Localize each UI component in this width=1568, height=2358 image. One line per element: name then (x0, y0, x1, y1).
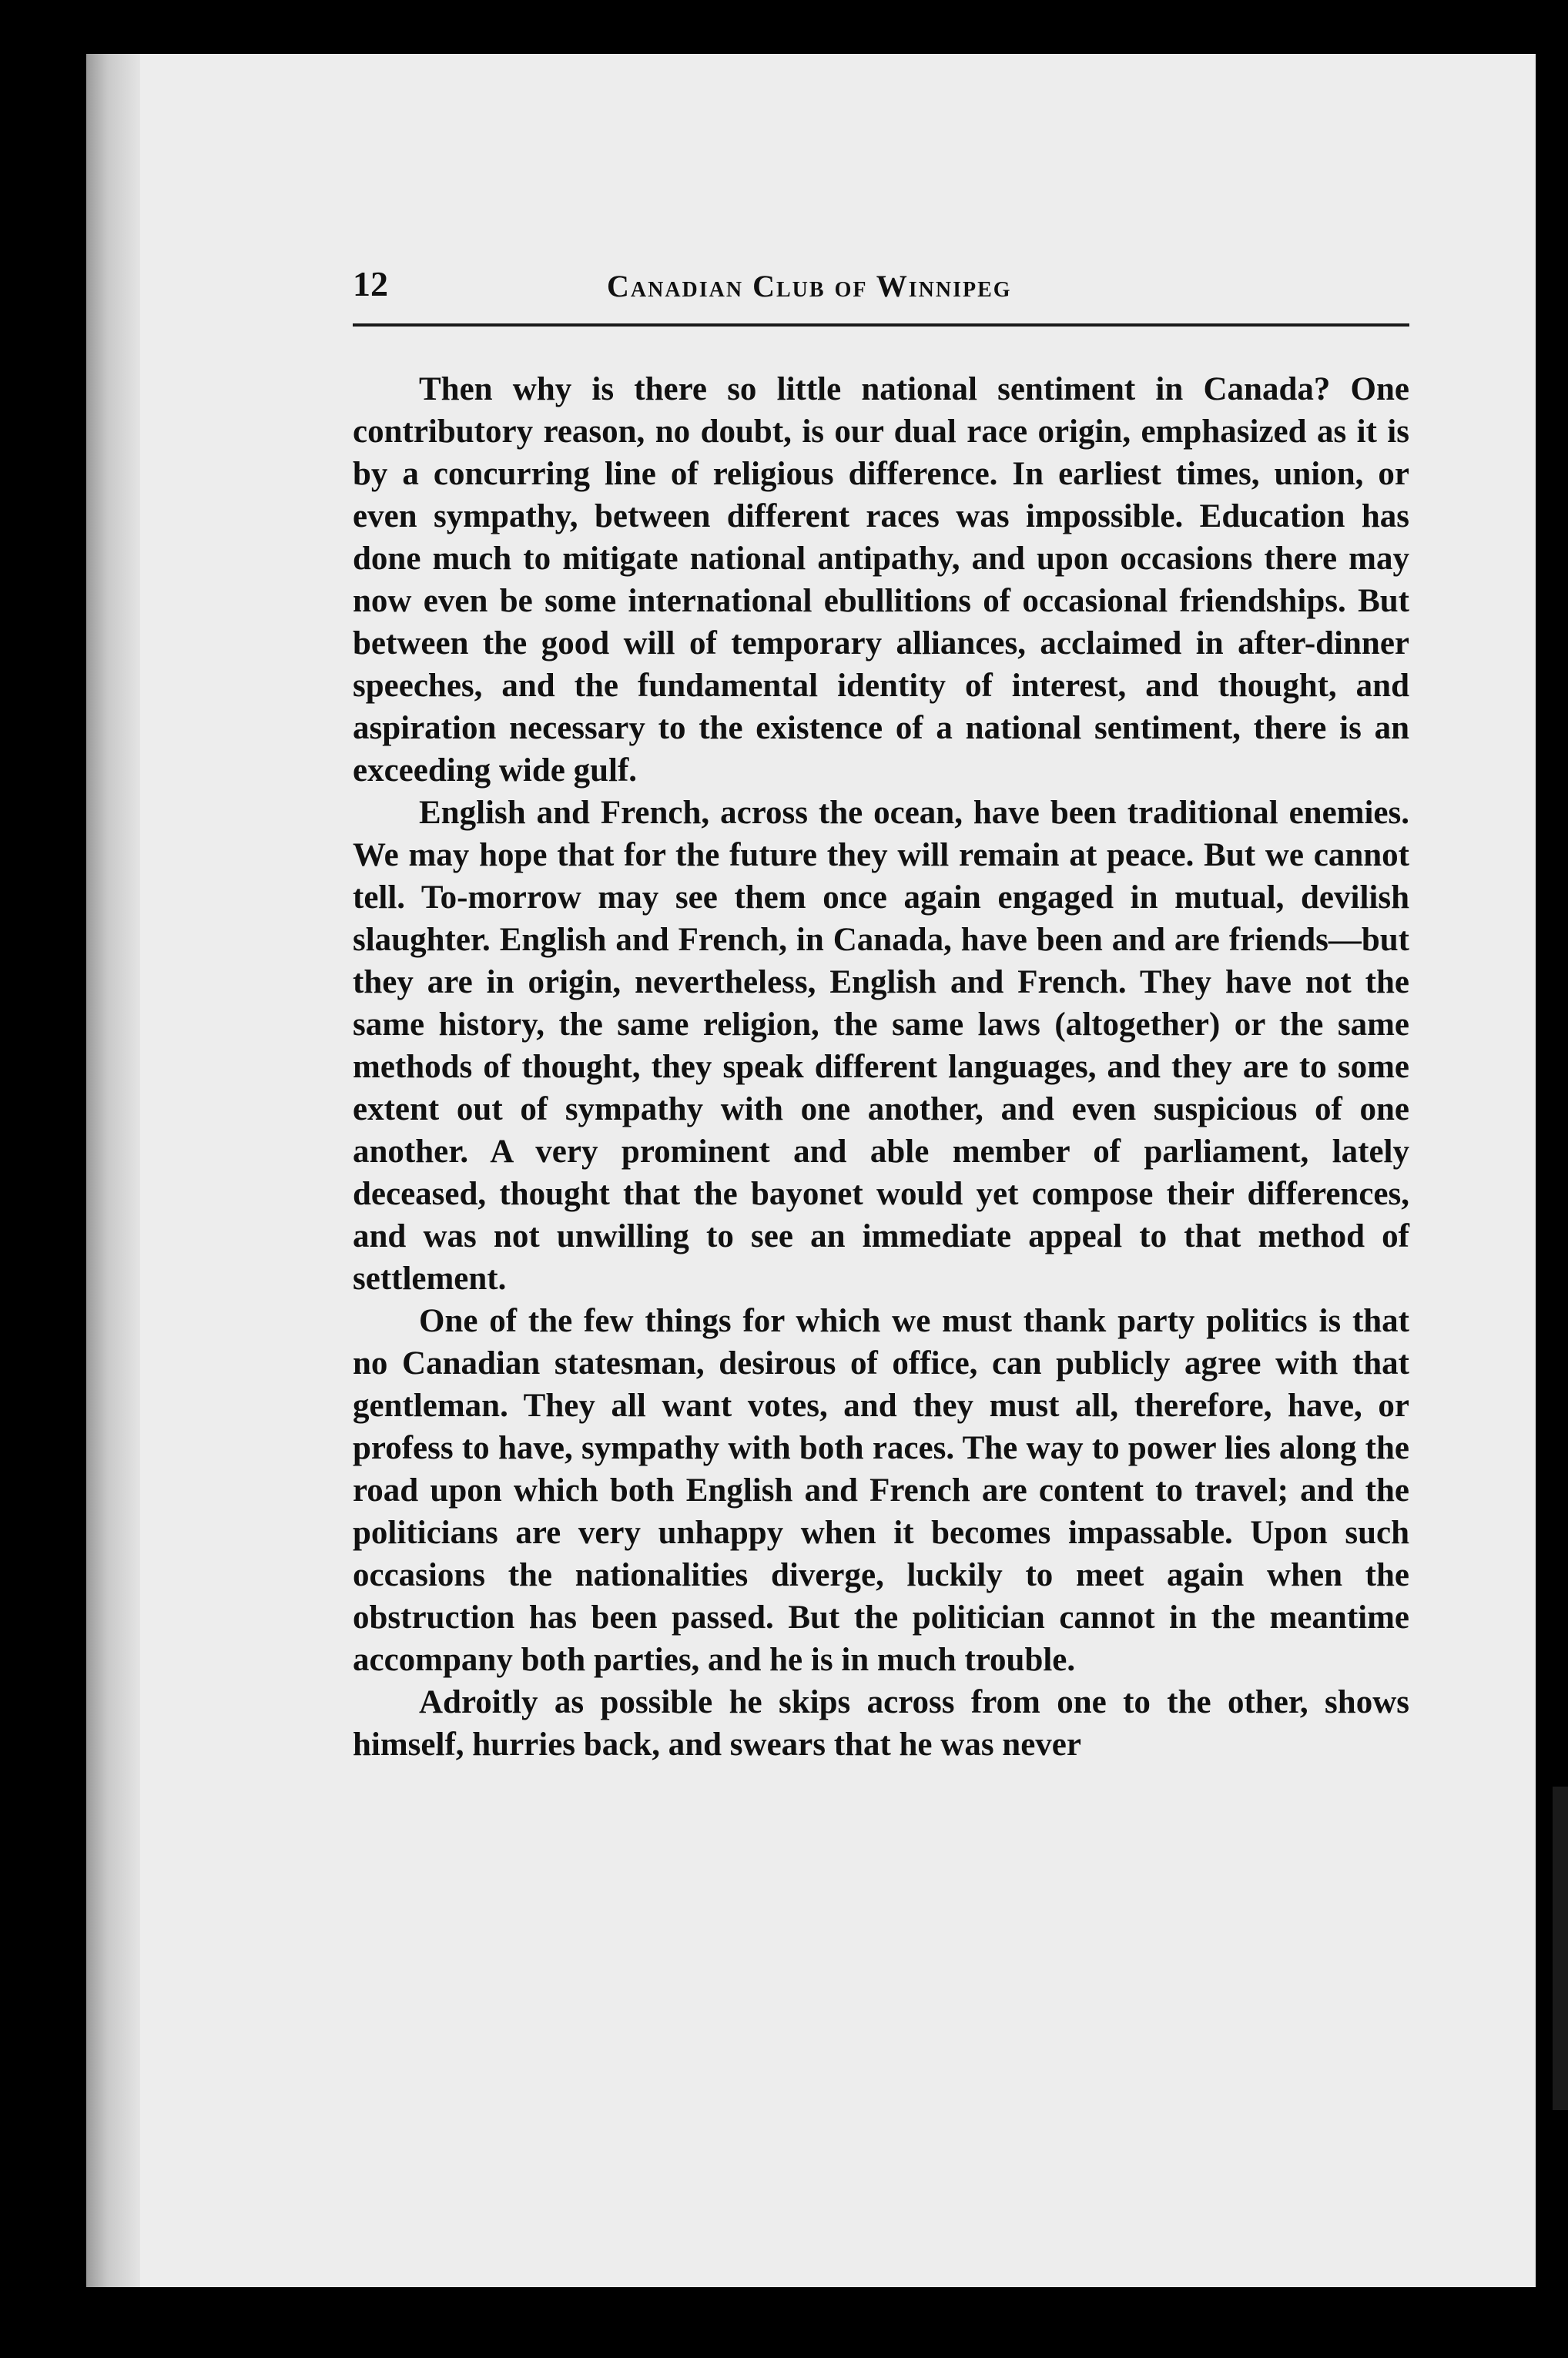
spine-shadow (86, 54, 140, 2287)
page-edge-marks (1553, 1787, 1568, 2110)
paragraph: Then why is there so little national sentiment in Canada? One contributory reason, no doubt, is our dual race origin, emphasized as it is by a concurring line of religious difference. In earliest times, union, or even sympathy, between different races was impossible. Education has done much to mitigate national antipathy, and upon occasions there may now even be some international ebullitions of occasional friendships. But between the good will of temporary alliances, acclaimed in after-dinner speeches, and the fundamental identity of interest, and thought, and aspiration necessary to the existence of a national sentiment, there is an exceeding wide gulf. (353, 371, 1409, 789)
paragraph: One of the few things for which we must thank party politics is that no Canadian statesman, desirous of office, can publicly agree with that gentleman. They all want votes, and they must all, therefore, have, or profess to have, sympathy with both races. The way to power lies along the road upon which both English and French are content to travel; and the politicians are very unhappy when it becomes impassable. Upon such occasions the nationalities diverge, luckily to meet again when the obstruction has been passed. But the politician cannot in the meantime accompany both parties, and he is in much trouble. (353, 1303, 1409, 1678)
page-number: 12 (353, 264, 388, 303)
body-text (353, 368, 1409, 1766)
running-title: Canadian Club of Winnipeg (607, 269, 1012, 303)
page-header (353, 263, 1408, 310)
paragraph: English and French, across the ocean, have been traditional enemies. We may hope that for the future they will remain at peace. But we cannot tell. To-morrow may see them once again engaged in mutual, devilish slaughter. English and French, in Canada, have been and are friends—but they are in origin, nevertheless, English and French. They have not the same history, the same religion, the same laws (altogether) or the same methods of thought, they speak different languages, and they are to some extent out of sympathy with one another, and even suspicious of one another. A very prominent and able member of parliament, lately deceased, thought that the bayonet would yet compose their differences, and was not unwilling to see an immediate appeal to that method of settlement. (353, 795, 1409, 1297)
paragraph: Adroitly as possible he skips across from one to the other, shows himself, hurries back, and swears that he was never (353, 1684, 1409, 1763)
header-rule (353, 323, 1409, 327)
